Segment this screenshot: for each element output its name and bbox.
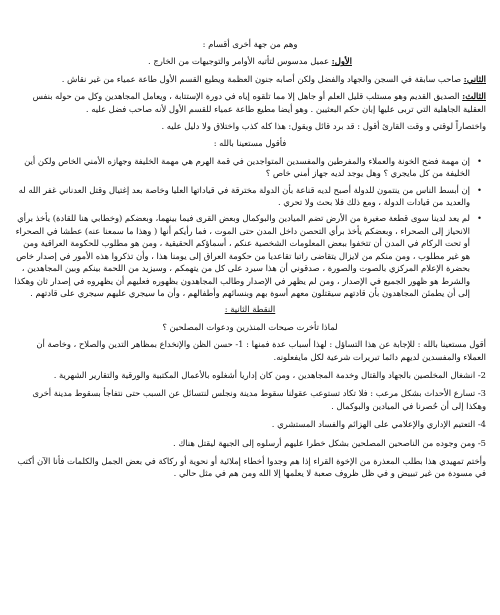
bullet-item: • لم يعد لدينا سوى قطعة صغيرة من الأرض تضم الميادين والبوكمال وبعض القرى فيما بينهما، وبعضكم (وخطابي هنا للقادة) يأخذ برأي الانحياز إلى الصحراء ، وبعضكم يأخذ برأي التحصن داخل المدن حتى الموت ، فما رأيكم أنها ( وهذا ما سمعنا عنه) عطشا في الصحراء أو تحت الركام في المدن أن تتخفوا ببعض المعلومات الشخصية عنكم ، أسماؤكم الحقيقية ، ومن هو مطلوب للحكومة العراقية ومن هو غير مطلوب ، ومن منكم من لايزال يتقاضى راتبا تقاعديا من حكومة العراق إلى يومنا هذا ، وأن تذكروا هذه الأمور في إصدار خاص بحضرة الإعلام المركزي بالصوت والصورة ، صدقوني أن هذا سيرد على كل من يتهمكم ، وسيزيد من اللحمة بينكم وبين المجاهدين ، والشرط هو ظهور الجميع في الإصدار ، ومن لم يظهر في الإصدار وطالب المجاهدون بظهوره فعليهم أن يظهروه في إصدار ثان وهكذا إلى أن يطمئن المجاهدون بأن قادتهم سيقتلون معهم أسوة بهم وبنسائهم وأطفالهم ، وأن ما سيجري عليهم سيجري على قادتهم . [14,212,470,299]
category-3 [14,90,486,115]
final-paragraph: وأختم تمهيدي هذا بطلب المعذرة من الإخوة القراء إذا هم وجدوا أخطاء إملائية أو نحوية أو ركاكة في بعض الجمل والكلمات فأنا الآن أكتب في مسودة من غير تبييض و في ظل ظروف صعبة لا يعلمها إلا الله ومن هم في مثل حالي . [17,455,486,479]
bullet-item: • إن مهمة فضح الخونة والعملاء والمفرطين والمفسدين المتواجدين في قمة الهرم هي مهمة الخليفة وجهازه الأمني الخاص ولكن أين الخليفة من كل مايجري ؟ وهل يوجد لديه جهاز أمني خاص ؟ [14,155,470,180]
reason-item: أقول مستعينا بالله : للإجابة عن هذا التساؤل : لهذا أسباب عدة فمنها : 1- حسن الظن والإنخداع بمظاهر التدين والصلاح ، وخاصة أن العملاء والمفسدين لديهم دائما تبريرات شرعية لكل مايفعلونه. [36,339,486,362]
bullet-item: • إن أبسط الناس من ينتمون للدولة أصبح لديه قناعة بأن الدولة مخترقة في قياداتها العليا وخاصة بعد إغتيال وقتل العدناني غفر الله له والعديد من قيادات الدولة ، ومع ذلك فلا بحث ولا تحري . [14,184,470,209]
category-text: عميل مدسوس لتأتيه الأوامر والتوجيهات من الخارج . [148,56,329,67]
reason-item: 2- انشغال المخلصين بالجهاد والقتال وخدمة المجاهدين ، ومن كان إداريا أشغلوه بالأعمال المكتبية والورقية والتقارير الشهرية . [53,369,486,380]
category-label: الأول: [331,56,352,67]
section-title: النقطة الثانية : [224,304,276,315]
answer-heading: فأقول مستعينا بالله : [213,138,287,149]
reason-item: 4- التعتيم الإداري والإعلامي على الهزائم والفساد المستشري . [271,419,486,430]
category-text: صاحب سابقة في السجن والجهاد والفضل ولكن أصابه جنون العظمة ويطيع القسم الأول طاعة عمياء من غير نقاش . [61,73,461,84]
closing-paragraph: واختصاراً لوقتي و وقت القارئ أقول : قد برد قائل ويقول: هذا كله كذب واختلاق ولا دليل عليه . [161,121,486,132]
category-2 [14,73,486,85]
category-text: الصديق القديم وهو مستلب قليل العلم أو جاهل إلا مما تلقوه إياه في دورة الإستتابة ، ويعامل المجاهدين وكل من حوله بنفس العقلية الجاهلية التي تربى عليها إبان حكم البعثيين . وهو أيضا مطيع طاعة عمياء للقسم الأول لأنه صاحب فضل عليه . [32,91,486,114]
category-label: الثاني: [463,73,486,84]
question-line: لماذا تأخرت صيحات المنذرين ودعوات المصلحين ؟ [162,321,338,332]
category-label: الثالث: [462,91,486,102]
reason-item: 3- تسارع الأحداث بشكل مرعب : فلا تكاد تستوعب عقولنا سقوط مدينة ونجلس لنتسائل عن السبب حتى نتفاجأ بسقوط مدينة أخرى وهكذا إلى أن حُصرنا في الميادين والبوكمال . [32,388,486,411]
category-1 [14,55,486,67]
reason-item: 5- ومن وجوده من الناصحين المصلحين بشكل خطرا عليهم أرسلوه إلى الجبهة ليقتل هناك . [173,437,486,448]
bullet-list [14,155,486,299]
intro-line: وهم من جهة أخرى أقسام : [202,39,298,49]
